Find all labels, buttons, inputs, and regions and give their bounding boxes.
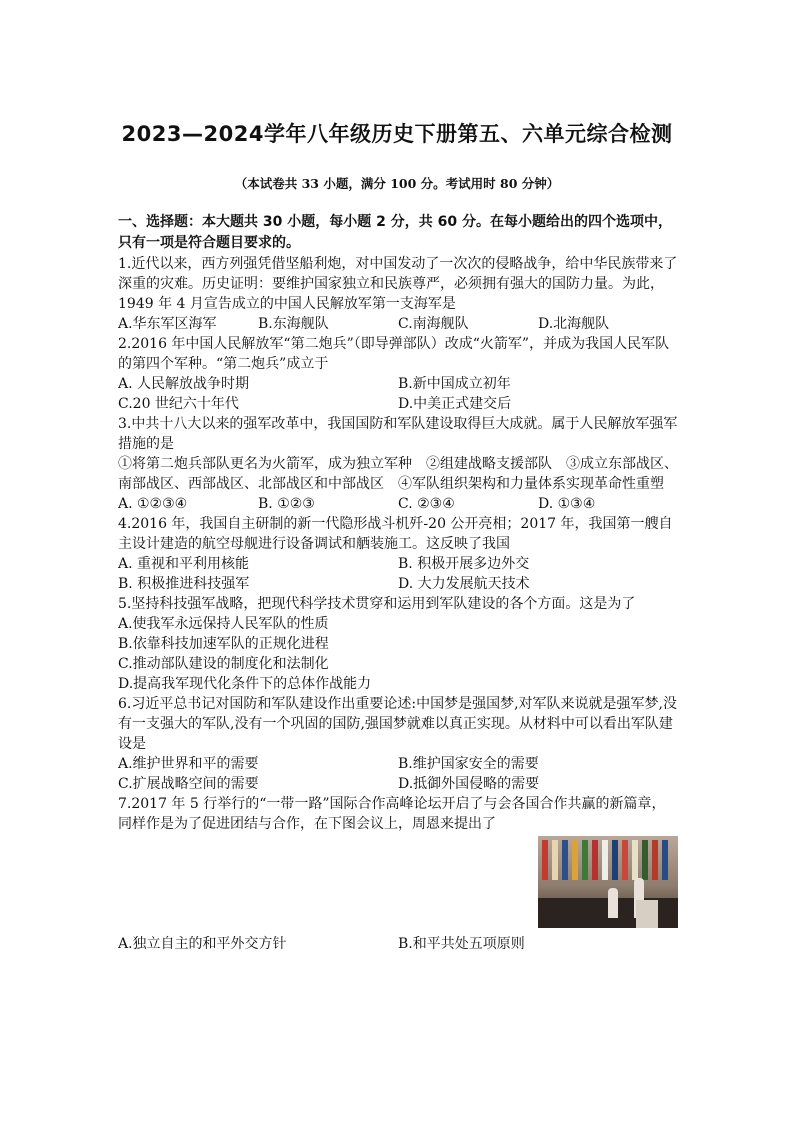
option-a: A.独立自主的和平外交方针 [118,936,287,952]
options-grid [118,554,678,594]
option-c: C.南海舰队 [398,316,469,332]
question-stem: 5.坚持科技强军战略，把现代科学技术贯穿和运用到军队建设的各个方面。这是为了 [118,596,636,612]
question-2 [118,334,678,414]
options-row [118,494,678,514]
exam-subtitle: （本试卷共 33 小题，满分 100 分。考试用时 80 分钟） [234,176,560,191]
exam-body [118,212,678,954]
option-c: C.推动部队建设的制度化和法制化 [118,656,329,672]
option-c: C. ②③④ [398,496,455,512]
question-4 [118,514,678,594]
option-d: D. ①③④ [538,496,596,512]
question-stem: 3.中共十八大以来的强军改革中，我国国防和军队建设取得巨大成就。属于人民解放军强军措施的是 [118,416,678,452]
section-heading: 一、选择题：本大题共 30 小题，每小题 2 分，共 60 分。在每小题给出的四个选项中，只有一项是符合题目要求的。 [118,214,672,251]
option-d: D. 大力发展航天技术 [398,576,530,592]
option-b: B.依靠科技加速军队的正规化进程 [118,636,329,652]
option-b: B.新中国成立初年 [398,376,511,392]
question-stem: 1.近代以来，西方列强凭借坚船利炮，对中国发动了一次次的侵略战争，给中华民族带来了深重的灾难。历史证明：要维护国家独立和民族尊严，必须拥有强大的国防力量。为此，1949 年 4 月宣告成立的中国人民解放军第一支海军是 [118,256,678,312]
options-grid [118,754,678,794]
option-a: A. 人民解放战争时期 [118,376,250,392]
option-b: B.东海舰队 [258,316,329,332]
option-b: B.和平共处五项原则 [398,936,525,952]
option-a: A.使我军永远保持人民军队的性质 [118,616,329,632]
question-statements: ①将第二炮兵部队更名为火箭军，成为独立军种 ②组建战略支援部队 ③成立东部战区、南部战区、西部战区、北部战区和中部战区 ④军队组织架构和力量体系实现革命性重塑 [118,456,678,492]
question-6 [118,694,678,794]
option-b: B.维护国家安全的需要 [398,756,539,772]
option-b: B. ①②③ [258,496,315,512]
option-d: D.抵御外国侵略的需要 [398,776,540,792]
option-a: A. ①②③④ [118,496,188,512]
question-7 [118,794,678,954]
option-a: A. 重视和平利用核能 [118,556,250,572]
question-3 [118,414,678,514]
options-grid [118,934,678,954]
question-stem: 6.习近平总书记对国防和军队建设作出重要论述:中国梦是强国梦,对军队来说就是强军梦,没有一支强大的军队,没有一个巩固的国防,强国梦就难以真正实现。从材料中可以看出军队建设是 [118,696,677,752]
question-stem: 7.2017 年 5 行举行的“一带一路”国际合作高峰论坛开启了与会各国合作共赢的新篇章，同样作是为了促进团结与合作，在下图会议上，周恩来提出了 [118,796,666,832]
option-d: D.中美正式建交后 [398,396,512,412]
question-stem: 4.2016 年，我国自主研制的新一代隐形战斗机歼-20 公开亮相；2017 年，我国第一艘自主设计建造的航空母舰进行设备调试和舾装施工。这反映了我国 [118,516,673,552]
option-b: B. 积极开展多边外交 [398,556,530,572]
question-1 [118,254,678,334]
option-c: C.20 世纪六十年代 [118,396,239,412]
option-c: B. 积极推进科技强军 [118,576,250,592]
option-a: A.维护世界和平的需要 [118,756,259,772]
exam-title: 2023—2024学年八年级历史下册第五、六单元综合检测 [121,122,673,146]
option-d: D.北海舰队 [538,316,610,332]
question-5 [118,594,678,694]
question-stem: 2.2016 年中国人民解放军“第二炮兵”（即导弹部队）改成“火箭军”，并成为我国人民军队的第四个军种。“第二炮兵”成立于 [118,336,670,372]
conference-photo [538,836,678,928]
option-c: C.扩展战略空间的需要 [118,776,259,792]
option-a: A.华东军区海军 [118,316,217,332]
options-grid [118,374,678,414]
options-row [118,314,678,334]
option-d: D.提高我军现代化条件下的总体作战能力 [118,676,372,692]
